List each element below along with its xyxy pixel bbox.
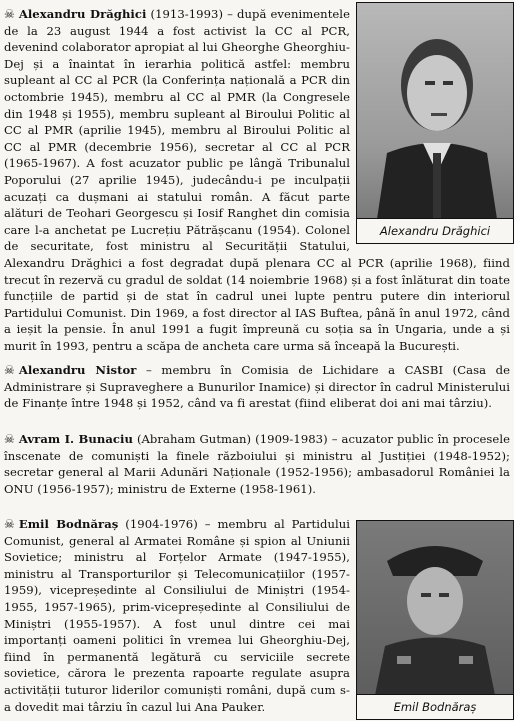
photo-caption-draghici: Alexandru Drăghici	[357, 218, 513, 243]
photo-caption-bodnaras: Emil Bodnăraș	[357, 694, 513, 719]
entry-text: (1904-1976) – membru al Partidului Comunist, general al Armatei Române și spion al Uniunii Sovietice; ministru al Forțelor Armate (1947-1955), ministru al Transporturilor și Telecomunicațiilor (1957-1959), vicepreședinte al Consiliului de Miniștri (1954-1955, 1957-1965), prim-vicepreședinte al Consiliului de Miniștri (1955-1957). A fost unul dintre cei mai importanți oameni politici în vremea lui Gheorghiu-Dej, fiind în permanentă legătură cu serviciile secrete sovietice, cărora le prezenta rapoarte regulate asupra activității tuturor liderilor comuniști români, după cum s-a dovedit mai târziu în cazul lui Ana Pauker.	[4, 517, 351, 714]
entry-bodnaras	[4, 516, 350, 715]
skull-icon: ☠	[4, 363, 15, 377]
skull-icon: ☠	[4, 432, 15, 446]
skull-icon: ☠	[4, 517, 15, 531]
entry-text: – membru în Comisia de Lichidare a CASBI (Casa de Administrare și Supraveghere a Bunurilor Inamice) și director în cadrul Ministerului de Finanțe între 1948 și 1952, când va fi arestat (fiind eliberat doi ani mai târziu).	[4, 363, 511, 411]
entry-draghici	[4, 6, 510, 354]
entry-text: (1913-1993) – după evenimentele de la 23 august 1944 a fost activist la CC al PCR, devenind colaborator apropiat al lui Gheorghe Gheorghiu-Dej și a înaintat în ierarhia politică astfel: membru supleant al CC al PCR (la Conferința națională a PCR din octombrie 1945), membru al CC al PMR (la Congresele din 1948 și 1955), membru supleant al Biroului Politic al CC al PMR (aprilie 1945), membru al Biroului Politic al CC al PMR (decembrie 1956), secretar al CC al PCR (1965-1967). A fost acuzator public pe lângă Tribunalul Poporului (27 aprilie 1945), judecându-i pe inculpații acuzați ca dușmani ai statului român. A făcut parte alături de Teohari Georgescu și Iosif Ranghet din comisia care l-a anchetat pe Lucrețiu Pătrășcanu (1954). Colonel de securitate, fost ministru al Securității Statului, Alexandru Drăghici a fost degradat după plenara CC al PCR (aprilie 1968), fiind trecut în rezervă cu gradul de soldat (14 noiembrie 1968) și a fost înlăturat din toate funcțiile de partid și de stat în cadrul unei lupte pentru putere din interiorul Partidului Comunist. Din 1969, a fost director al IAS Buftea, până în anul 1972, când a ieșit la pensie. În anul 1991 a fugit împreună cu soția sa în Ungaria, unde a și murit în 1993, pentru a scăpa de ancheta care urma să înceapă la București.	[4, 7, 510, 353]
entry-name: Alexandru Drăghici	[18, 7, 147, 21]
skull-icon: ☠	[4, 7, 15, 21]
portrait-bodnaras	[356, 520, 514, 720]
entry-name: Emil Bodnăraș	[18, 517, 119, 531]
portrait-bodnaras-image	[357, 521, 513, 695]
entry-name: Alexandru Nistor	[18, 363, 137, 377]
entry-nistor	[4, 362, 510, 412]
entry-bunaciu	[4, 431, 510, 497]
entry-text: (Abraham Gutman) (1909-1983) – acuzator public în procesele înscenate de comuniști la finele războiului și ministru al Justiției (1948-1952); secretar general al Marii Adunări Naționale (1952-1956); ambasadorul României la ONU (1956-1957); ministru de Externe (1958-1961).	[4, 432, 510, 496]
entry-name: Avram I. Bunaciu	[18, 432, 133, 446]
